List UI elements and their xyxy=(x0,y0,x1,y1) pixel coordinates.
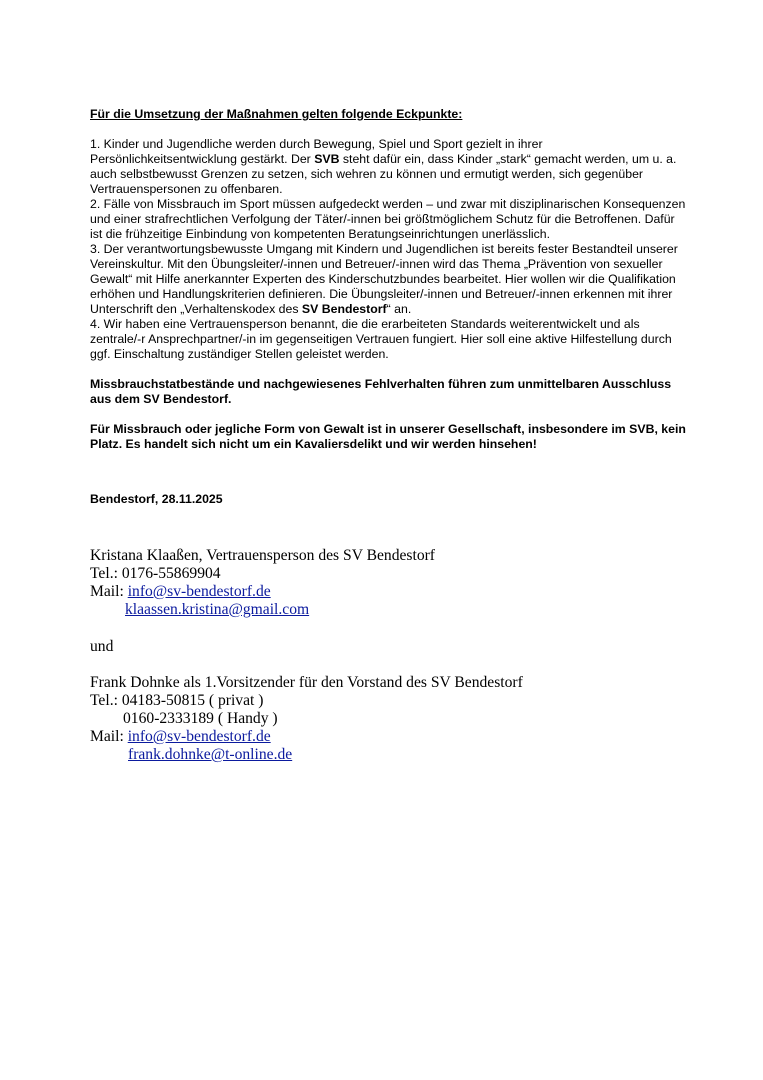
contact1-tel-line xyxy=(90,565,435,583)
tel-label: Tel.: xyxy=(90,692,122,709)
point-4 xyxy=(90,317,690,362)
point-3 xyxy=(90,242,690,317)
spacer xyxy=(90,362,690,377)
point-2-text: 2. Fälle von Missbrauch im Sport müssen aufgedeckt werden – und zwar mit disziplinarischen Konsequenzen und einer strafrechtlichen Verfolgung der Täter/-innen bei größtmöglichem Schutz für die Betroffenen. Dafür ist die frühzeitige Einbindung von kompetenten Beratungseinrichtungen unerlässlich. xyxy=(90,197,686,241)
contact-trust-person xyxy=(90,547,435,619)
contact1-name-role: Kristana Klaaßen, Vertrauensperson des SV Bendestorf xyxy=(90,547,435,564)
point-3-text-cont: “ an. xyxy=(386,302,412,316)
contact2-tel-line xyxy=(90,692,523,710)
contact2-mail-link-1[interactable]: info@sv-bendestorf.de xyxy=(127,728,271,745)
contact2-tel-private: 04183-50815 ( privat ) xyxy=(121,692,264,709)
point-1-text-cont: steht dafür ein, dass Kinder „stark“ gemacht werden, um u. a. auch selbstbewusst Grenzen zu setzen, sich wehren zu können und ermutigt werden, sich gegenüber Vertrauenspersonen zu offenbaren. xyxy=(90,152,677,196)
contact-chairman xyxy=(90,674,523,764)
tel-label: Tel.: xyxy=(90,565,122,582)
contact2-mail-link-2[interactable]: frank.dohnke@t-online.de xyxy=(128,746,293,763)
point-1-text: 1. Kinder und Jugendliche werden durch Bewegung, Spiel und Sport gezielt in ihrer Persönlichkeitsentwicklung gestärkt. Der xyxy=(90,137,543,166)
contact2-mail-line-2 xyxy=(90,746,523,764)
point-4-text: 4. Wir haben eine Vertrauensperson benannt, die die erarbeiteten Standards weiterentwickelt und als zentrale/-r Ansprechpartner/-in im gegenseitigen Vertrauen fungiert. Hier soll eine aktive Hilfestellung durch ggf. Einschaltung zuständiger Stellen geleistet werden. xyxy=(90,317,672,361)
contact2-mail-line xyxy=(90,728,523,746)
point-1-bold-svb: SVB xyxy=(314,152,340,166)
point-3-bold-club: SV Bendestorf xyxy=(301,302,387,316)
connector-text: und xyxy=(90,638,114,655)
contact2-name-role: Frank Dohnke als 1.Vorsitzender für den Vorstand des SV Bendestorf xyxy=(90,674,523,691)
spacer xyxy=(90,122,690,137)
contact1-tel: 0176-55869904 xyxy=(121,565,221,582)
contact1-mail-line-2 xyxy=(90,601,435,619)
mail-label: Mail: xyxy=(90,583,128,600)
place-date: Bendestorf, 28.11.2025 xyxy=(90,492,223,506)
point-2 xyxy=(90,197,690,242)
mail-label: Mail: xyxy=(90,728,128,745)
contact1-mail-link-2[interactable]: klaassen.kristina@gmail.com xyxy=(125,601,310,618)
statement-exclusion: Missbrauchstatbestände und nachgewiesenes Fehlverhalten führen zum unmittelbaren Ausschluss aus dem SV Bendestorf. xyxy=(90,377,672,406)
spacer xyxy=(90,407,690,422)
point-3-text: 3. Der verantwortungsbewusste Umgang mit Kindern und Jugendlichen ist bereits fester Bestandteil unserer Vereinskultur. Mit den Übungsleiter/-innen und Betreuer/-innen wird das Thema „Prävention von sexueller Gewalt“ mit Hilfe anerkannter Experten des Kinderschutzbundes bearbeitet. Hier wollen wir die Qualifikation erhöhen und Handlungskriterien definieren. Die Übungsleiter/-innen und Betreuer/-innen erkennen mit ihrer Unterschrift den „Verhaltenskodex des xyxy=(90,242,678,316)
document-page xyxy=(90,107,690,763)
points-list xyxy=(90,137,690,362)
section-heading: Für die Umsetzung der Maßnahmen gelten folgende Eckpunkte: xyxy=(90,107,463,121)
contact1-mail-link-1[interactable]: info@sv-bendestorf.de xyxy=(127,583,271,600)
contact1-mail-line xyxy=(90,583,435,601)
contact2-tel-line-2: 0160-2333189 ( Handy ) xyxy=(123,710,278,727)
point-1 xyxy=(90,137,690,197)
statement-no-place: Für Missbrauch oder jegliche Form von Gewalt ist in unserer Gesellschaft, insbesondere im SVB, kein Platz. Es handelt sich nicht um ein Kavaliersdelikt und wir werden hinsehen! xyxy=(90,422,686,451)
